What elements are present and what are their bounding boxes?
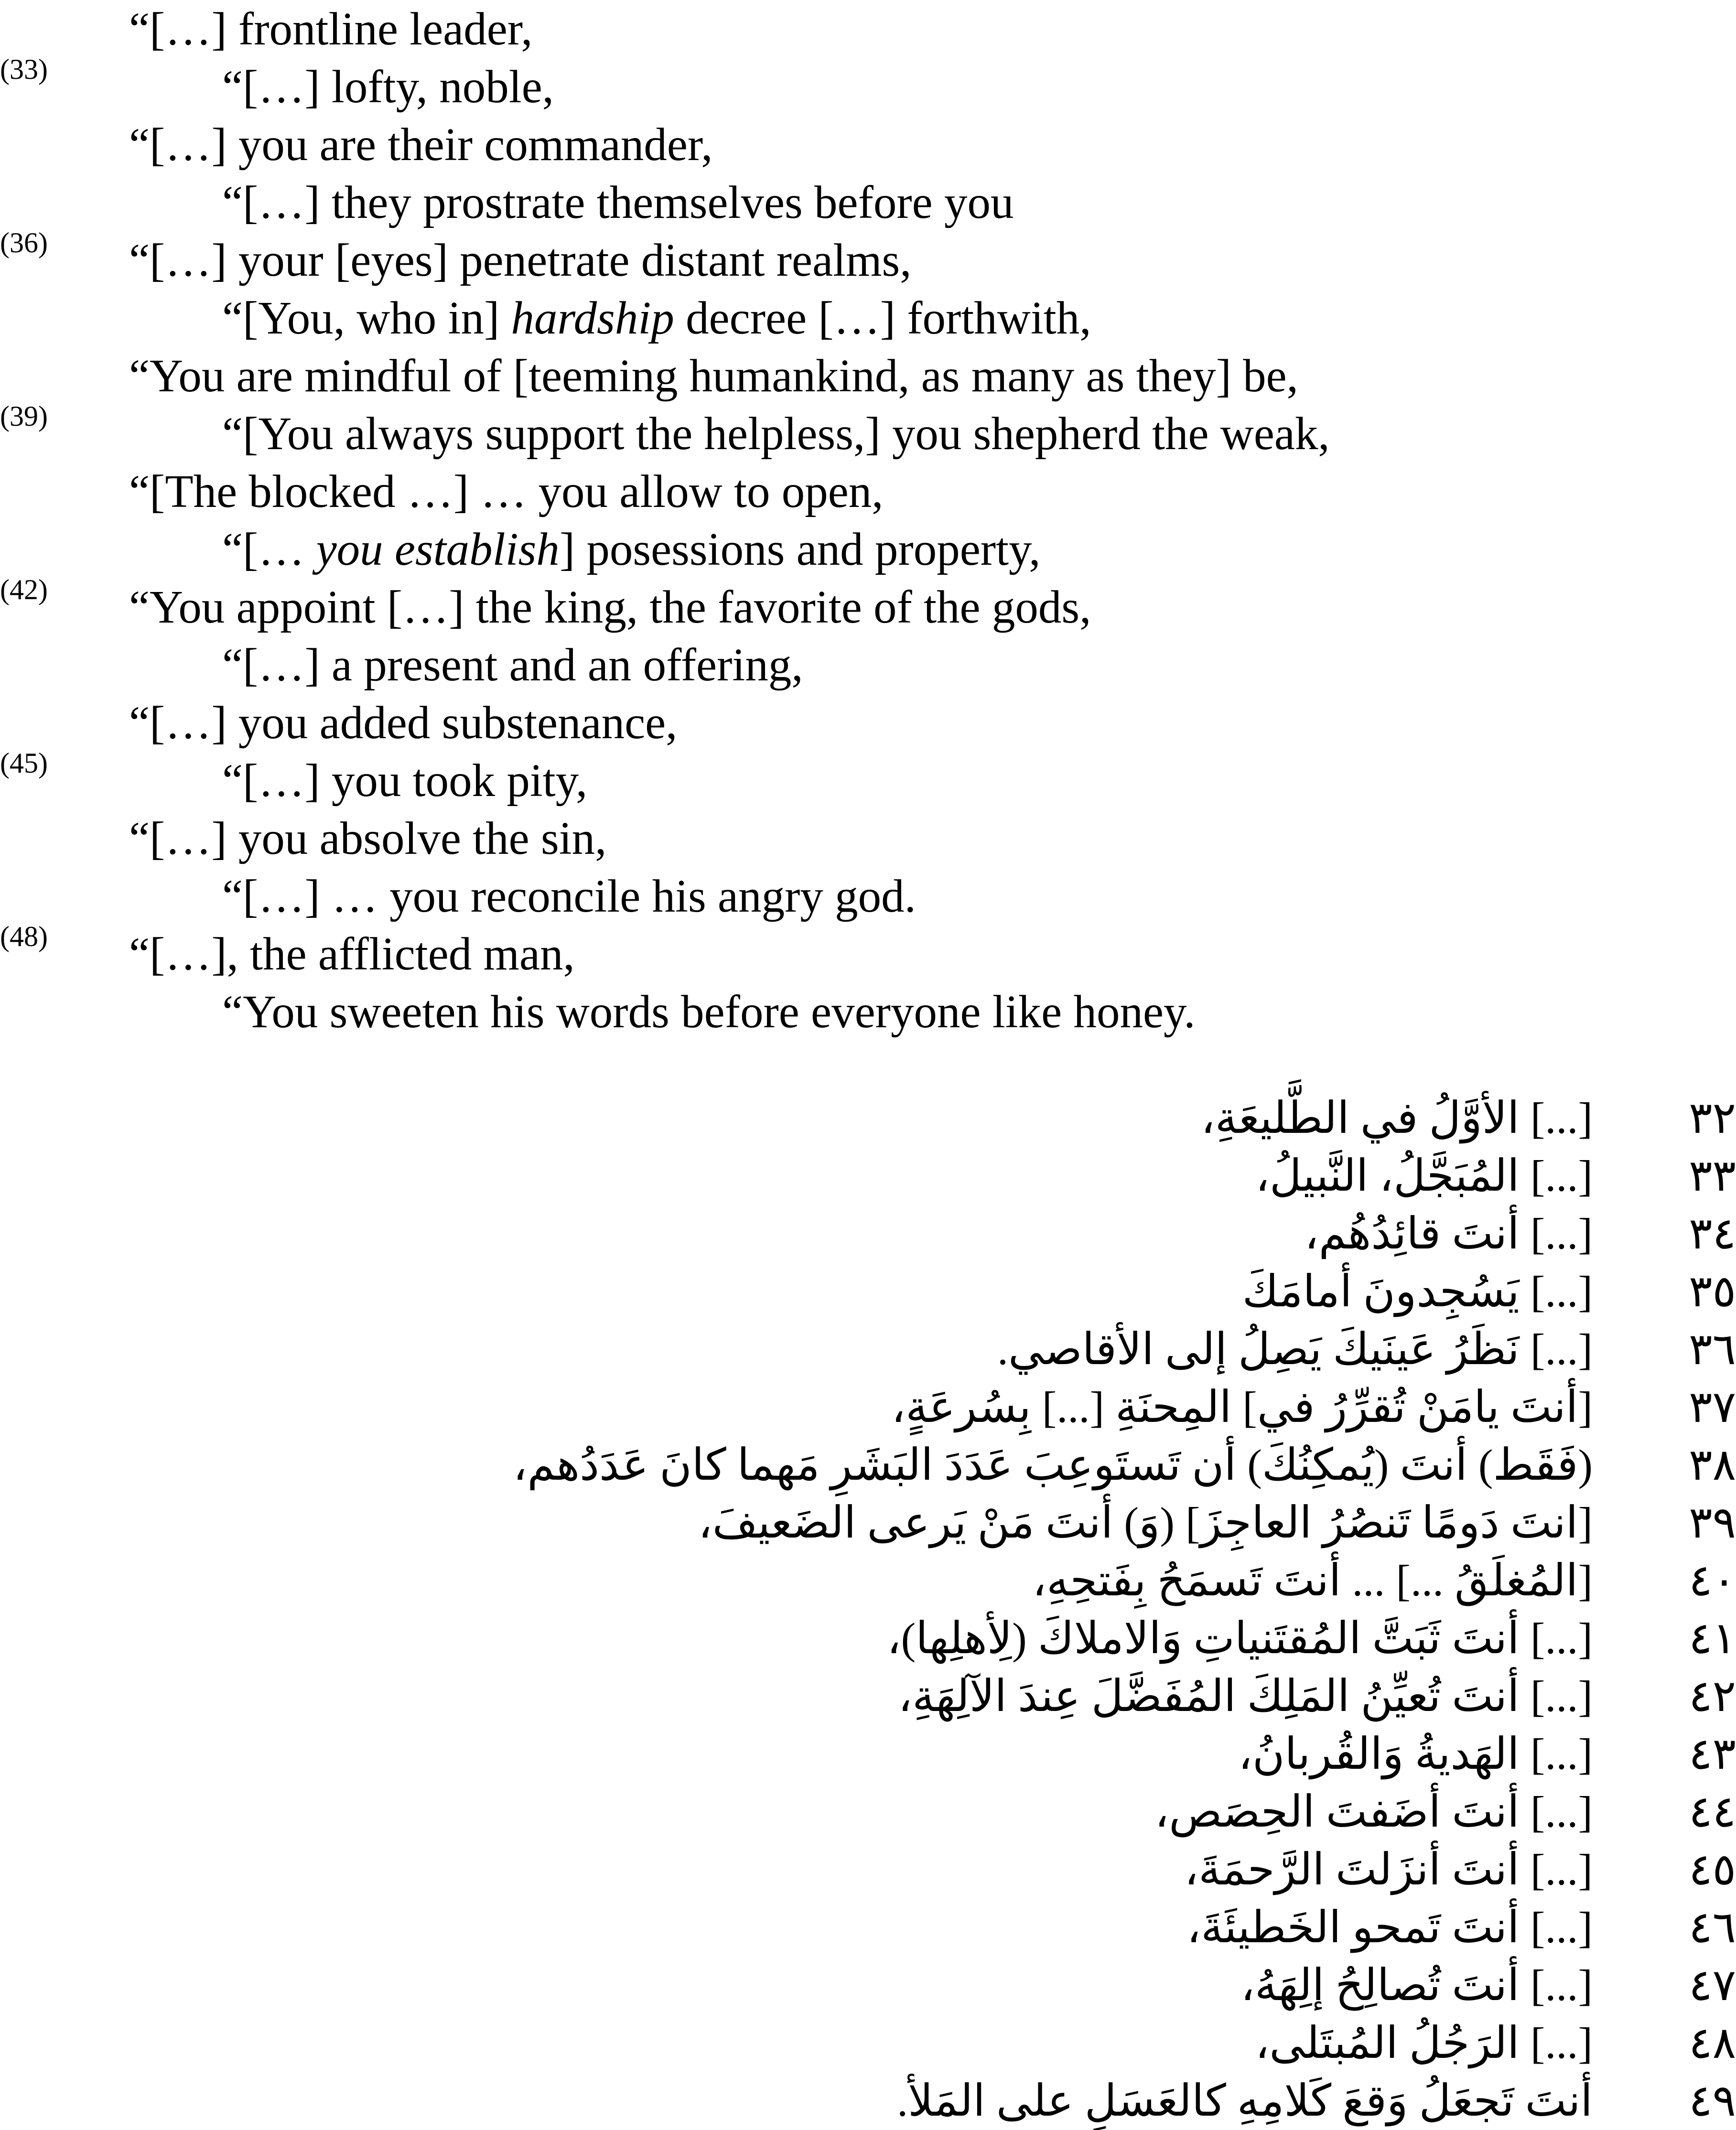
english-verse-line: [0, 867, 1736, 925]
verse-segment: ] posessions and property,: [559, 524, 1041, 575]
english-verse-line: [0, 574, 1736, 636]
arabic-line-number: ٣٨: [1689, 1441, 1736, 1489]
verse-segment: “[…] you absolve the sin,: [129, 813, 607, 864]
english-verse-line: [0, 227, 1736, 289]
verse-segment: “[…] frontline leader,: [129, 3, 533, 54]
arabic-verse-line: [0, 1205, 1736, 1263]
line-number: (45): [0, 747, 48, 779]
verse-segment: “[…] you added substenance,: [129, 697, 678, 748]
arabic-verse-line: [0, 1899, 1736, 1957]
line-number: (42): [0, 574, 48, 605]
arabic-line-number: ٤٨: [1689, 2019, 1736, 2067]
english-verse-text: [222, 58, 554, 116]
arabic-line-number: ٤٤: [1689, 1787, 1736, 1836]
verse-segment: “You are mindful of [teeming humankind, as many as they] be,: [129, 350, 1298, 401]
arabic-line-number: ٣٥: [1689, 1267, 1736, 1316]
english-verse-line: [0, 694, 1736, 752]
english-verse-text: [222, 289, 1091, 347]
arabic-line-number: ٤١: [1689, 1614, 1736, 1663]
english-verse-line: [0, 636, 1736, 694]
arabic-line-number: ٤٧: [1689, 1961, 1736, 2010]
english-verse-text: [129, 809, 606, 867]
arabic-verse-line: [0, 1147, 1736, 1205]
english-verse-text: [129, 578, 1091, 636]
arabic-verse-text: [...] أنتَ تُعيِّنُ المَلِكَ المُفَضَّلَ عِندَ الآلِهَةِ،: [898, 1672, 1593, 1721]
english-verse-line: [0, 0, 1736, 58]
arabic-verse-line: [0, 1841, 1736, 1899]
arabic-verse-text: [...] أنتَ أنزَلتَ الرَّحمَةَ،: [1184, 1845, 1593, 1894]
arabic-verse-text: [...] المُبَجَّلُ، النَّبيلُ،: [1255, 1151, 1593, 1200]
verse-segment: “[…] a present and an offering,: [222, 639, 803, 690]
arabic-verse-text: [...] يَسُجِدونَ أمامَكَ: [1242, 1267, 1593, 1316]
arabic-verse-line: [0, 1378, 1736, 1436]
arabic-verse-text: [المُغلَقُ ...] ... أنتَ تَسمَحُ بِفَتحِهِ،: [1032, 1556, 1593, 1605]
arabic-verse-text: [أنتَ يامَنْ تُقرِّرُ في] المِحنَةِ [...] بِسُرعَةٍ،: [891, 1383, 1593, 1431]
arabic-line-number: ٣٧: [1689, 1383, 1736, 1431]
verse-segment: “[…] … you reconcile his angry god.: [222, 871, 916, 922]
line-number: (48): [0, 921, 48, 952]
arabic-line-number: ٤٩: [1689, 2076, 1736, 2125]
arabic-verse-line: [0, 1321, 1736, 1378]
arabic-verse-line: [0, 1494, 1736, 1552]
italic-emphasis: you establish: [316, 524, 560, 575]
arabic-line-number: ٣٦: [1689, 1325, 1736, 1374]
english-verse-line: [0, 347, 1736, 405]
arabic-line-number: ٣٤: [1689, 1209, 1736, 1258]
english-verse-text: [222, 867, 916, 925]
arabic-verse-line: [0, 1957, 1736, 2014]
arabic-verse-text: [...] أنتَ قائِدُهُم،: [1304, 1209, 1593, 1258]
arabic-line-number: ٣٣: [1689, 1151, 1736, 1200]
verse-segment: “[…] you are their commander,: [129, 119, 713, 170]
arabic-verse-line: [0, 1667, 1736, 1725]
english-verse-line: [0, 809, 1736, 867]
english-verse-line: [0, 921, 1736, 983]
verse-segment: “[The blocked …] … you allow to open,: [129, 466, 884, 517]
english-verse-line: [0, 173, 1736, 231]
arabic-verse-line: [0, 1783, 1736, 1841]
english-verse-line: [0, 116, 1736, 173]
english-verse-text: [129, 116, 713, 173]
verse-segment: “[You, who in]: [222, 292, 511, 344]
arabic-line-number: ٤٢: [1689, 1672, 1736, 1721]
english-verse-text: [129, 231, 912, 289]
arabic-verse-line: [0, 1610, 1736, 1667]
line-number: (36): [0, 227, 48, 258]
arabic-verse-line: [0, 1552, 1736, 1610]
arabic-verse-text: [انتَ دَومًا تَنصُرُ العاجِزَ] (وَ) أنتَ مَنْ يَرعى الضَعيفَ،: [698, 1498, 1593, 1547]
verse-segment: “You appoint […] the king, the favorite of the gods,: [129, 581, 1091, 633]
arabic-verse-text: أنتَ تَجعَلُ وَقعَ كَلامِهِ كالعَسَلِ على المَلأ.: [897, 2076, 1593, 2125]
english-verse-text: [222, 752, 587, 809]
english-verse-text: [129, 694, 677, 752]
arabic-line-number: ٤٦: [1689, 1903, 1736, 1952]
arabic-verse-text: [...] الرَجُلُ المُبتَلى،: [1255, 2019, 1593, 2067]
english-verse-line: [0, 983, 1736, 1041]
english-verse-text: [222, 405, 1330, 463]
arabic-verse-line: [0, 2014, 1736, 2072]
italic-emphasis: hardship: [511, 292, 674, 344]
verse-segment: “[…] you took pity,: [222, 755, 588, 806]
english-verse-text: [129, 463, 884, 520]
arabic-verse-line: [0, 2072, 1736, 2130]
arabic-verse-text: [...] الأوَّلُ في الطَّليعَةِ،: [1201, 1094, 1593, 1142]
arabic-line-number: ٤٣: [1689, 1730, 1736, 1778]
arabic-verse-text: [...] أنتَ أضَفتَ الحِصَص،: [1154, 1787, 1593, 1836]
english-verse-line: [0, 520, 1736, 578]
verse-segment: “You sweeten his words before everyone like honey.: [222, 986, 1196, 1037]
arabic-verse-line: [0, 1725, 1736, 1783]
arabic-verse-text: (فَقَط) أنتَ (يُمكِنُكَ) أن تَستَوعِبَ عَدَدَ البَشَرِ مَهما كانَ عَدَدُهم،: [513, 1441, 1593, 1489]
arabic-line-number: ٣٩: [1689, 1498, 1736, 1547]
english-verse-line: [0, 400, 1736, 463]
english-verse-line: [0, 54, 1736, 116]
verse-segment: “[…], the afflicted man,: [129, 928, 575, 979]
english-verse-line: [0, 289, 1736, 347]
english-verse-text: [129, 0, 532, 58]
arabic-verse-text: [...] الهَديةُ وَالقُربانُ،: [1238, 1730, 1593, 1778]
verse-segment: “[You always support the helpless,] you shepherd the weak,: [222, 408, 1330, 459]
english-verse-text: [129, 347, 1298, 405]
arabic-verse-text: [...] نَظَرُ عَينَيكَ يَصِلُ إلى الأقاصي.: [997, 1325, 1593, 1374]
arabic-verse-line: [0, 1436, 1736, 1494]
verse-segment: “[…] your [eyes] penetrate distant realms,: [129, 235, 912, 286]
arabic-verse-text: [...] أنتَ ثَبَتَّ المُقتَنياتِ وَالاملاكَ (لِأهلِها)،: [886, 1614, 1593, 1663]
english-verse-text: [222, 636, 803, 694]
arabic-verse-text: [...] أنتَ تُصالِحُ إلِهَهُ،: [1240, 1961, 1593, 2010]
english-verse-line: [0, 463, 1736, 520]
line-number: (39): [0, 400, 48, 432]
arabic-line-number: ٤٠: [1689, 1556, 1736, 1605]
arabic-verse-line: [0, 1089, 1736, 1147]
verse-segment: “[…] lofty, noble,: [222, 61, 554, 112]
english-verse-text: [222, 983, 1195, 1041]
arabic-verse-line: [0, 1263, 1736, 1321]
verse-segment: “[…] they prostrate themselves before you: [222, 177, 1014, 228]
line-number: (33): [0, 54, 48, 85]
arabic-verse-text: [...] أنتَ تَمحو الخَطيئَةَ،: [1186, 1903, 1593, 1952]
english-verse-text: [129, 925, 575, 983]
arabic-line-number: ٤٥: [1689, 1845, 1736, 1894]
english-verse-text: [222, 520, 1040, 578]
arabic-line-number: ٣٢: [1689, 1094, 1736, 1142]
verse-segment: “[…: [222, 524, 316, 575]
english-verse-line: [0, 747, 1736, 809]
english-verse-text: [222, 173, 1014, 231]
verse-segment: decree […] forthwith,: [674, 292, 1091, 344]
